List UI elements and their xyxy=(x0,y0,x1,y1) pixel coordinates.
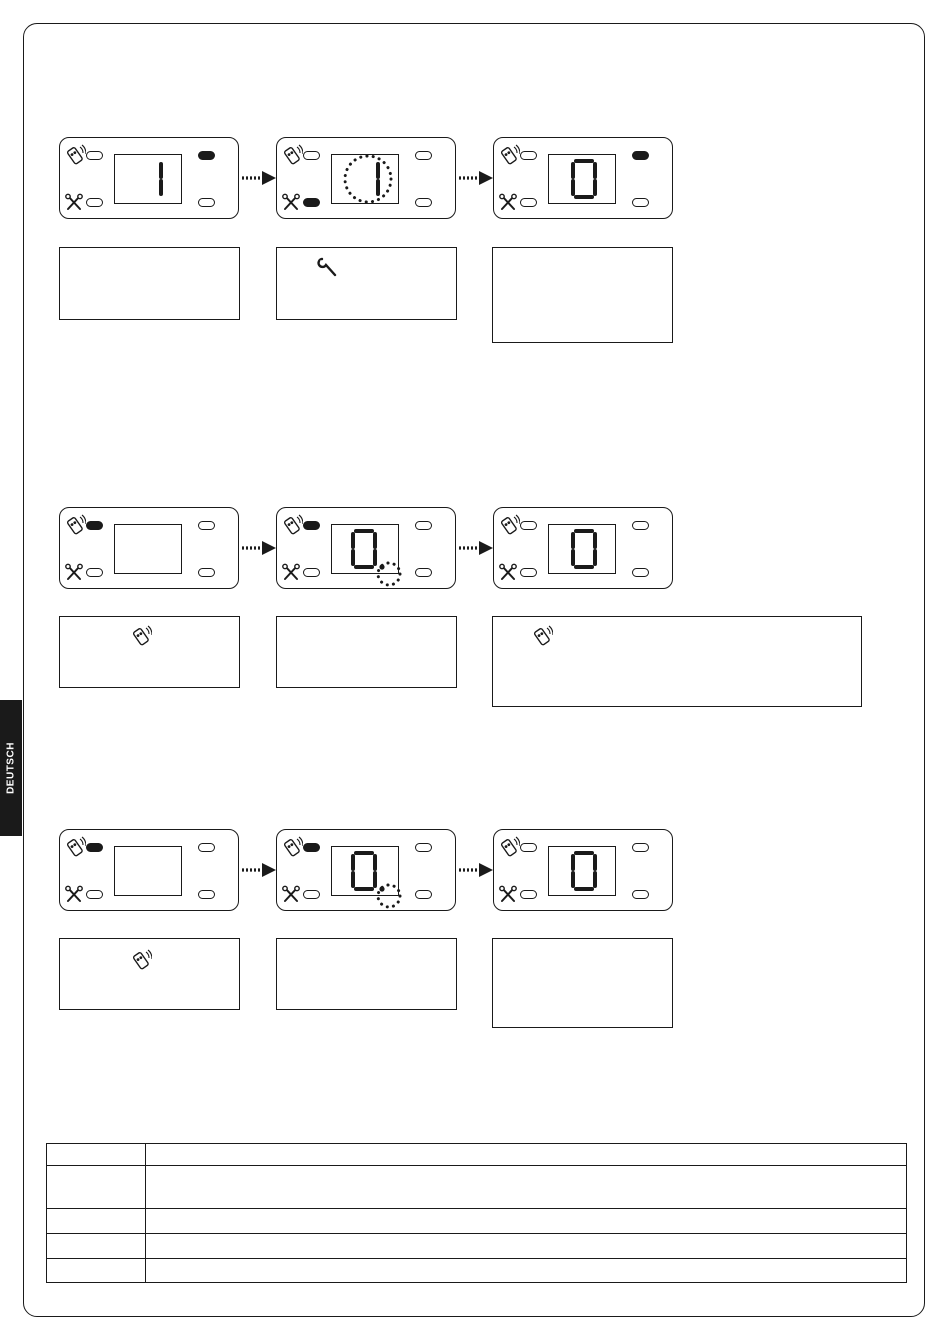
legend-table xyxy=(46,1143,907,1283)
table-cell xyxy=(47,1259,146,1283)
blinking-indicator xyxy=(378,885,400,907)
dashed-arrow-right-icon xyxy=(242,863,276,877)
dashed-arrow-right-icon xyxy=(459,541,493,555)
control-panel-display xyxy=(59,507,239,589)
remote-control-icon xyxy=(130,949,152,971)
digit-layer xyxy=(277,508,457,590)
remote-control-icon xyxy=(531,625,553,647)
control-panel-display xyxy=(276,829,456,911)
table-cell xyxy=(47,1209,146,1234)
digit-layer xyxy=(277,138,457,220)
control-panel-display xyxy=(493,507,673,589)
instruction-box xyxy=(492,616,862,707)
control-panel-display xyxy=(59,137,239,219)
blinking-indicator xyxy=(345,156,391,202)
table-cell xyxy=(47,1234,146,1259)
digit-layer xyxy=(494,138,674,220)
table-cell xyxy=(146,1209,907,1234)
table-row xyxy=(47,1259,907,1283)
table-cell xyxy=(47,1144,146,1166)
control-panel-display xyxy=(493,137,673,219)
table-row xyxy=(47,1234,907,1259)
table-cell xyxy=(47,1166,146,1209)
remote-control-icon xyxy=(130,625,152,647)
dashed-arrow-right-icon xyxy=(242,541,276,555)
dashed-arrow-right-icon xyxy=(459,863,493,877)
instruction-box xyxy=(59,616,240,688)
language-tab xyxy=(0,700,22,836)
table-cell xyxy=(146,1166,907,1209)
digit-layer xyxy=(60,138,240,220)
dashed-arrow-right-icon xyxy=(459,171,493,185)
control-panel-display xyxy=(59,829,239,911)
control-panel-display xyxy=(276,137,456,219)
digit-layer xyxy=(494,508,674,590)
blinking-indicator xyxy=(378,563,400,585)
instruction-box xyxy=(276,938,457,1010)
table-row xyxy=(47,1144,907,1166)
table-row xyxy=(47,1209,907,1234)
table-cell xyxy=(146,1259,907,1283)
control-panel-display xyxy=(276,507,456,589)
instruction-box xyxy=(276,247,457,320)
digit-layer xyxy=(60,830,240,912)
wrench-icon xyxy=(317,256,339,278)
instruction-box xyxy=(59,938,240,1010)
instruction-box xyxy=(59,247,240,320)
table-cell xyxy=(146,1234,907,1259)
control-panel-display xyxy=(493,829,673,911)
instruction-box xyxy=(276,616,457,688)
digit-layer xyxy=(494,830,674,912)
table-cell xyxy=(146,1144,907,1166)
instruction-box xyxy=(492,247,673,343)
table-row xyxy=(47,1166,907,1209)
digit-layer xyxy=(60,508,240,590)
language-tab-label: DEUTSCH xyxy=(5,742,17,794)
instruction-box xyxy=(492,938,673,1028)
digit-layer xyxy=(277,830,457,912)
dashed-arrow-right-icon xyxy=(242,171,276,185)
